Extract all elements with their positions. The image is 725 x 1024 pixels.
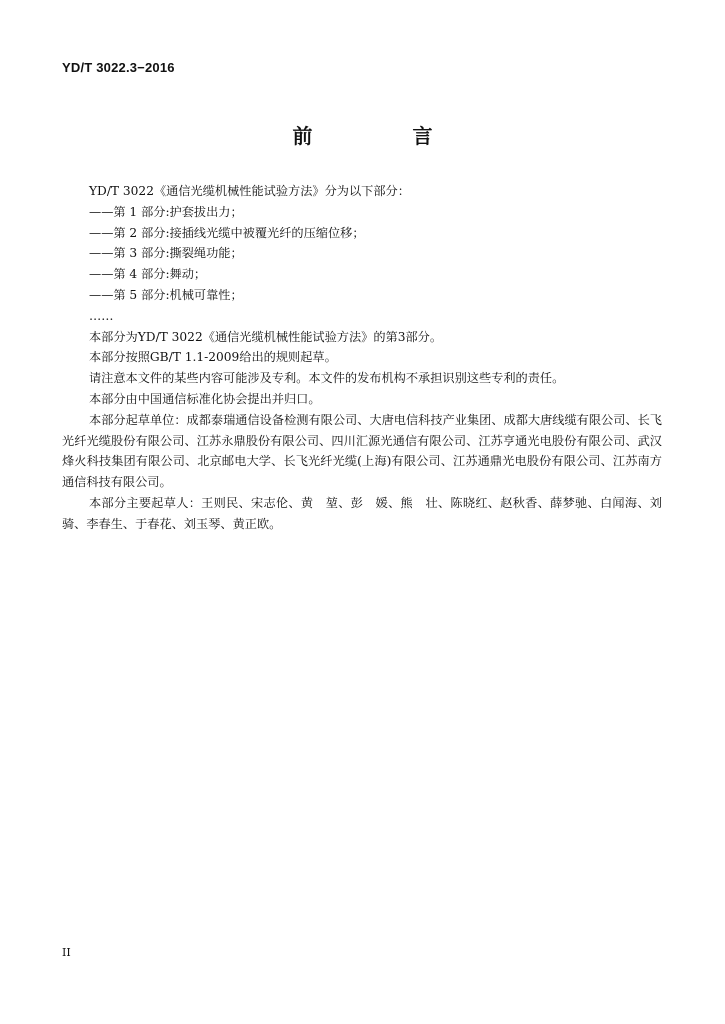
page-title: 前 言 xyxy=(292,124,473,148)
part-list-item: ——第 2 部分:接插线光缆中被覆光纤的压缩位移； xyxy=(89,225,365,240)
proposed-by-paragraph: 本部分由中国通信标准化协会提出并归口。 xyxy=(89,391,321,406)
standard-code-header: YD/T 3022.3−2016 xyxy=(62,60,175,75)
part-list-item: ——第 5 部分:机械可靠性； xyxy=(89,287,243,302)
drafting-units-paragraph: 本部分起草单位：成都泰瑞通信设备检测有限公司、大唐电信科技产业集团、成都大唐线缆有限公司、长飞光纤光缆股份有限公司、江苏永鼎股份有限公司、四川汇源光通信有限公司、江苏亨通光电股份有限公司、武汉烽火科技集团有限公司、北京邮电大学、长飞光纤光缆(上海)有限公司、江苏通鼎光电股份有限公司、江苏南方通信科技有限公司。 xyxy=(62,412,662,490)
this-part-paragraph: 本部分为YD/T 3022《通信光缆机械性能试验方法》的第3部分。 xyxy=(89,329,443,344)
part-list-ellipsis: …… xyxy=(89,308,114,323)
drafting-rules-paragraph: 本部分按照GB/T 1.1-2009给出的规则起草。 xyxy=(89,350,337,365)
foreword-body xyxy=(62,181,675,535)
page-number: II xyxy=(62,946,71,959)
intro-paragraph: YD/T 3022《通信光缆机械性能试验方法》分为以下部分： xyxy=(89,184,410,198)
drafters-paragraph: 本部分主要起草人：王则民、宋志伦、黄 堃、彭 媛、熊 壮、陈晓红、赵秋香、薛梦驰、白闻海、刘 骑、李春生、于春花、刘玉琴、黄正欧。 xyxy=(62,495,675,531)
part-list-item: ——第 4 部分:舞动； xyxy=(89,267,207,282)
part-list-item: ——第 3 部分:撕裂绳功能； xyxy=(89,246,243,261)
patent-notice-paragraph: 请注意本文件的某些内容可能涉及专利。本文件的发布机构不承担识别这些专利的责任。 xyxy=(89,371,565,386)
part-list-item: ——第 1 部分:护套拔出力； xyxy=(89,204,243,219)
